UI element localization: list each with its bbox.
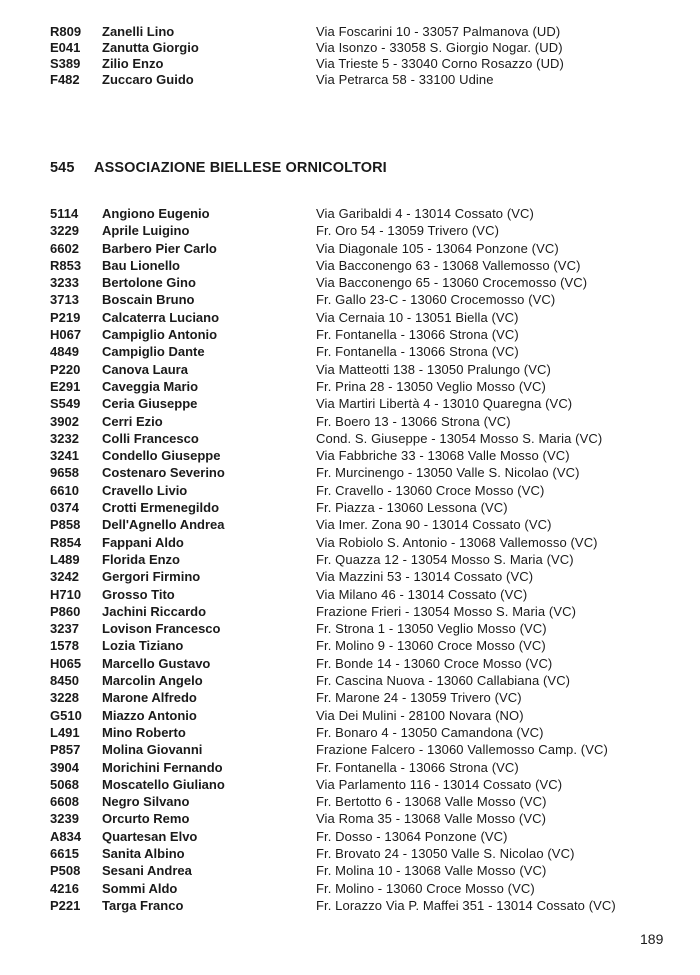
member-list: [0, 205, 700, 914]
member-name: Zuccaro Guido: [102, 72, 194, 87]
member-code: 3904: [50, 759, 79, 775]
member-name: Ceria Giuseppe: [102, 396, 198, 412]
member-address: Fr. Gallo 23-C - 13060 Crocemosso (VC): [316, 292, 556, 308]
member-address: Via Garibaldi 4 - 13014 Cossato (VC): [316, 206, 534, 221]
member-code: 3229: [50, 223, 79, 239]
list-item: [0, 655, 700, 672]
member-name: Moscatello Giuliano: [102, 776, 225, 792]
member-name: Florida Enzo: [102, 551, 180, 567]
member-name: Marcello Gustavo: [102, 655, 211, 671]
list-item: [0, 56, 700, 72]
list-item: [0, 430, 700, 447]
member-code: 3232: [50, 430, 79, 446]
member-name: Orcurto Remo: [102, 811, 190, 827]
page-number: 189: [640, 931, 664, 947]
member-code: 3713: [50, 292, 79, 308]
member-name: Sanita Albino: [102, 845, 185, 861]
member-address: Via Trieste 5 - 33040 Corno Rosazzo (UD): [316, 56, 564, 71]
list-item: [0, 291, 700, 308]
member-address: Via Bacconengo 65 - 13060 Crocemosso (VC): [316, 275, 588, 291]
member-address: Via Dei Mulini - 28100 Novara (NO): [316, 707, 524, 723]
member-address: Fr. Murcinengo - 13050 Valle S. Nicolao (VC): [316, 465, 580, 481]
member-address: Via Martiri Libertà 4 - 13010 Quaregna (VC): [316, 396, 573, 412]
member-address: Via Mazzini 53 - 13014 Cossato (VC): [316, 569, 534, 585]
list-item: [0, 343, 700, 360]
member-code: S549: [50, 396, 81, 412]
list-item: [0, 274, 700, 291]
list-item: [0, 586, 700, 603]
member-address: Fr. Fontanella - 13066 Strona (VC): [316, 344, 519, 360]
member-address: Fr. Quazza 12 - 13054 Mosso S. Maria (VC): [316, 551, 574, 567]
list-item: [0, 707, 700, 724]
member-address: Frazione Frieri - 13054 Mosso S. Maria (VC): [316, 603, 577, 619]
member-address: Fr. Fontanella - 13066 Strona (VC): [316, 327, 519, 343]
list-item: [0, 499, 700, 516]
member-name: Grosso Tito: [102, 586, 175, 602]
member-code: P857: [50, 742, 81, 758]
list-item: [0, 464, 700, 481]
member-code: R853: [50, 257, 82, 273]
member-address: Via Imer. Zona 90 - 13014 Cossato (VC): [316, 517, 552, 533]
list-item: [0, 309, 700, 326]
list-item: [0, 897, 700, 914]
member-name: Zanelli Lino: [102, 24, 175, 39]
member-address: Via Matteotti 138 - 13050 Pralungo (VC): [316, 361, 551, 377]
member-code: P221: [50, 897, 81, 913]
member-code: P219: [50, 309, 81, 325]
list-item: [0, 568, 700, 585]
member-name: Caveggia Mario: [102, 378, 199, 394]
member-code: P220: [50, 361, 81, 377]
member-code: E291: [50, 378, 81, 394]
member-address: Fr. Piazza - 13060 Lessona (VC): [316, 500, 508, 516]
member-name: Bau Lionello: [102, 257, 180, 273]
list-item: [0, 810, 700, 827]
member-name: Barbero Pier Carlo: [102, 240, 217, 256]
member-address: Frazione Falcero - 13060 Vallemosso Camp. (VC): [316, 742, 608, 758]
member-address: Fr. Dosso - 13064 Ponzone (VC): [316, 828, 508, 844]
list-item: [0, 24, 700, 40]
member-code: 0374: [50, 500, 79, 516]
list-item: [0, 378, 700, 395]
member-code: H065: [50, 655, 82, 671]
member-code: F482: [50, 72, 80, 87]
list-item: [0, 828, 700, 845]
member-code: R809: [50, 24, 82, 39]
member-name: Campiglio Dante: [102, 344, 205, 360]
member-address: Via Cernaia 10 - 13051 Biella (VC): [316, 309, 519, 325]
previous-section-list: [0, 24, 700, 88]
member-name: Aprile Luigino: [102, 223, 190, 239]
section-heading: [50, 160, 387, 176]
member-name: Quartesan Elvo: [102, 828, 198, 844]
member-name: Lozia Tiziano: [102, 638, 184, 654]
member-code: 1578: [50, 638, 79, 654]
member-code: P858: [50, 517, 81, 533]
section-title: ASSOCIAZIONE BIELLESE ORNICOLTORI: [94, 160, 387, 176]
member-code: 3241: [50, 448, 79, 464]
member-address: Via Fabbriche 33 - 13068 Valle Mosso (VC): [316, 448, 570, 464]
member-address: Fr. Bonaro 4 - 13050 Camandona (VC): [316, 724, 544, 740]
list-item: [0, 240, 700, 257]
member-name: Calcaterra Luciano: [102, 309, 220, 325]
member-code: 5068: [50, 776, 79, 792]
list-item: [0, 482, 700, 499]
member-name: Zanutta Giorgio: [102, 40, 199, 55]
member-code: 4849: [50, 344, 79, 360]
member-code: E041: [50, 40, 81, 55]
member-name: Cerri Ezio: [102, 413, 163, 429]
member-address: Via Isonzo - 33058 S. Giorgio Nogar. (UD): [316, 40, 563, 55]
member-address: Via Milano 46 - 13014 Cossato (VC): [316, 586, 528, 602]
list-item: [0, 205, 700, 222]
member-address: Fr. Brovato 24 - 13050 Valle S. Nicolao (VC): [316, 845, 575, 861]
member-code: H710: [50, 586, 82, 602]
member-address: Fr. Cravello - 13060 Croce Mosso (VC): [316, 482, 545, 498]
list-item: [0, 534, 700, 551]
member-code: 3239: [50, 811, 79, 827]
member-code: 3242: [50, 569, 79, 585]
member-name: Gergori Firmino: [102, 569, 201, 585]
member-address: Fr. Oro 54 - 13059 Trivero (VC): [316, 223, 499, 239]
member-code: 8450: [50, 673, 79, 689]
member-address: Fr. Prina 28 - 13050 Veglio Mosso (VC): [316, 378, 546, 394]
list-item: [0, 413, 700, 430]
member-name: Angiono Eugenio: [102, 206, 210, 221]
member-name: Mino Roberto: [102, 724, 186, 740]
member-name: Marcolin Angelo: [102, 673, 203, 689]
member-address: Fr. Marone 24 - 13059 Trivero (VC): [316, 690, 522, 706]
member-name: Morichini Fernando: [102, 759, 223, 775]
member-code: 3237: [50, 621, 79, 637]
member-code: A834: [50, 828, 82, 844]
member-address: Via Foscarini 10 - 33057 Palmanova (UD): [316, 24, 561, 39]
member-name: Dell'Agnello Andrea: [102, 517, 225, 533]
member-address: Fr. Boero 13 - 13066 Strona (VC): [316, 413, 511, 429]
member-name: Zilio Enzo: [102, 56, 164, 71]
member-address: Via Robiolo S. Antonio - 13068 Vallemosso (VC): [316, 534, 598, 550]
list-item: [0, 40, 700, 56]
member-address: Via Diagonale 105 - 13064 Ponzone (VC): [316, 240, 559, 256]
member-name: Miazzo Antonio: [102, 707, 197, 723]
member-address: Fr. Cascina Nuova - 13060 Callabiana (VC): [316, 673, 571, 689]
member-code: 6608: [50, 794, 79, 810]
list-item: [0, 326, 700, 343]
member-name: Sommi Aldo: [102, 880, 178, 896]
member-address: Fr. Lorazzo Via P. Maffei 351 - 13014 Cossato (VC): [316, 897, 616, 913]
member-name: Boscain Bruno: [102, 292, 195, 308]
member-code: 6610: [50, 482, 79, 498]
member-name: Cravello Livio: [102, 482, 188, 498]
list-item: [0, 880, 700, 897]
member-address: Via Bacconengo 63 - 13068 Vallemosso (VC): [316, 257, 581, 273]
list-item: [0, 689, 700, 706]
member-address: Via Parlamento 116 - 13014 Cossato (VC): [316, 776, 563, 792]
member-code: 6602: [50, 240, 79, 256]
member-name: Jachini Riccardo: [102, 603, 207, 619]
list-item: [0, 845, 700, 862]
list-item: [0, 637, 700, 654]
list-item: [0, 741, 700, 758]
member-name: Bertolone Gino: [102, 275, 196, 291]
member-code: P508: [50, 863, 81, 879]
member-code: 3233: [50, 275, 79, 291]
member-address: Cond. S. Giuseppe - 13054 Mosso S. Maria (VC): [316, 430, 603, 446]
member-address: Fr. Molino 9 - 13060 Croce Mosso (VC): [316, 638, 546, 654]
list-item: [0, 862, 700, 879]
list-item: [0, 516, 700, 533]
member-code: L491: [50, 724, 80, 740]
member-name: Lovison Francesco: [102, 621, 221, 637]
list-item: [0, 551, 700, 568]
member-name: Targa Franco: [102, 897, 184, 913]
member-address: Via Roma 35 - 13068 Valle Mosso (VC): [316, 811, 547, 827]
member-code: 5114: [50, 206, 79, 221]
member-code: G510: [50, 707, 82, 723]
member-code: L489: [50, 551, 80, 567]
list-item: [0, 776, 700, 793]
member-name: Condello Giuseppe: [102, 448, 221, 464]
list-item: [0, 361, 700, 378]
list-item: [0, 257, 700, 274]
list-item: [0, 72, 700, 88]
list-item: [0, 222, 700, 239]
member-address: Fr. Bonde 14 - 13060 Croce Mosso (VC): [316, 655, 553, 671]
member-code: P860: [50, 603, 81, 619]
member-code: 4216: [50, 880, 79, 896]
list-item: [0, 724, 700, 741]
member-name: Sesani Andrea: [102, 863, 192, 879]
list-item: [0, 620, 700, 637]
member-name: Crotti Ermenegildo: [102, 500, 220, 516]
member-name: Fappani Aldo: [102, 534, 184, 550]
list-item: [0, 793, 700, 810]
member-address: Fr. Molino - 13060 Croce Mosso (VC): [316, 880, 535, 896]
member-address: Fr. Molina 10 - 13068 Valle Mosso (VC): [316, 863, 547, 879]
member-name: Canova Laura: [102, 361, 188, 377]
list-item: [0, 447, 700, 464]
section-number: 545: [50, 160, 75, 176]
list-item: [0, 672, 700, 689]
list-item: [0, 395, 700, 412]
member-code: S389: [50, 56, 81, 71]
member-name: Negro Silvano: [102, 794, 190, 810]
member-name: Campiglio Antonio: [102, 327, 218, 343]
list-item: [0, 603, 700, 620]
list-item: [0, 759, 700, 776]
member-code: 9658: [50, 465, 79, 481]
member-name: Molina Giovanni: [102, 742, 203, 758]
member-address: Fr. Bertotto 6 - 13068 Valle Mosso (VC): [316, 794, 547, 810]
member-name: Marone Alfredo: [102, 690, 197, 706]
member-address: Fr. Fontanella - 13066 Strona (VC): [316, 759, 519, 775]
member-code: 3228: [50, 690, 79, 706]
member-name: Costenaro Severino: [102, 465, 225, 481]
member-address: Via Petrarca 58 - 33100 Udine: [316, 72, 494, 87]
member-code: H067: [50, 327, 82, 343]
member-code: 3902: [50, 413, 79, 429]
member-code: R854: [50, 534, 82, 550]
member-code: 6615: [50, 845, 79, 861]
member-name: Colli Francesco: [102, 430, 199, 446]
member-address: Fr. Strona 1 - 13050 Veglio Mosso (VC): [316, 621, 547, 637]
